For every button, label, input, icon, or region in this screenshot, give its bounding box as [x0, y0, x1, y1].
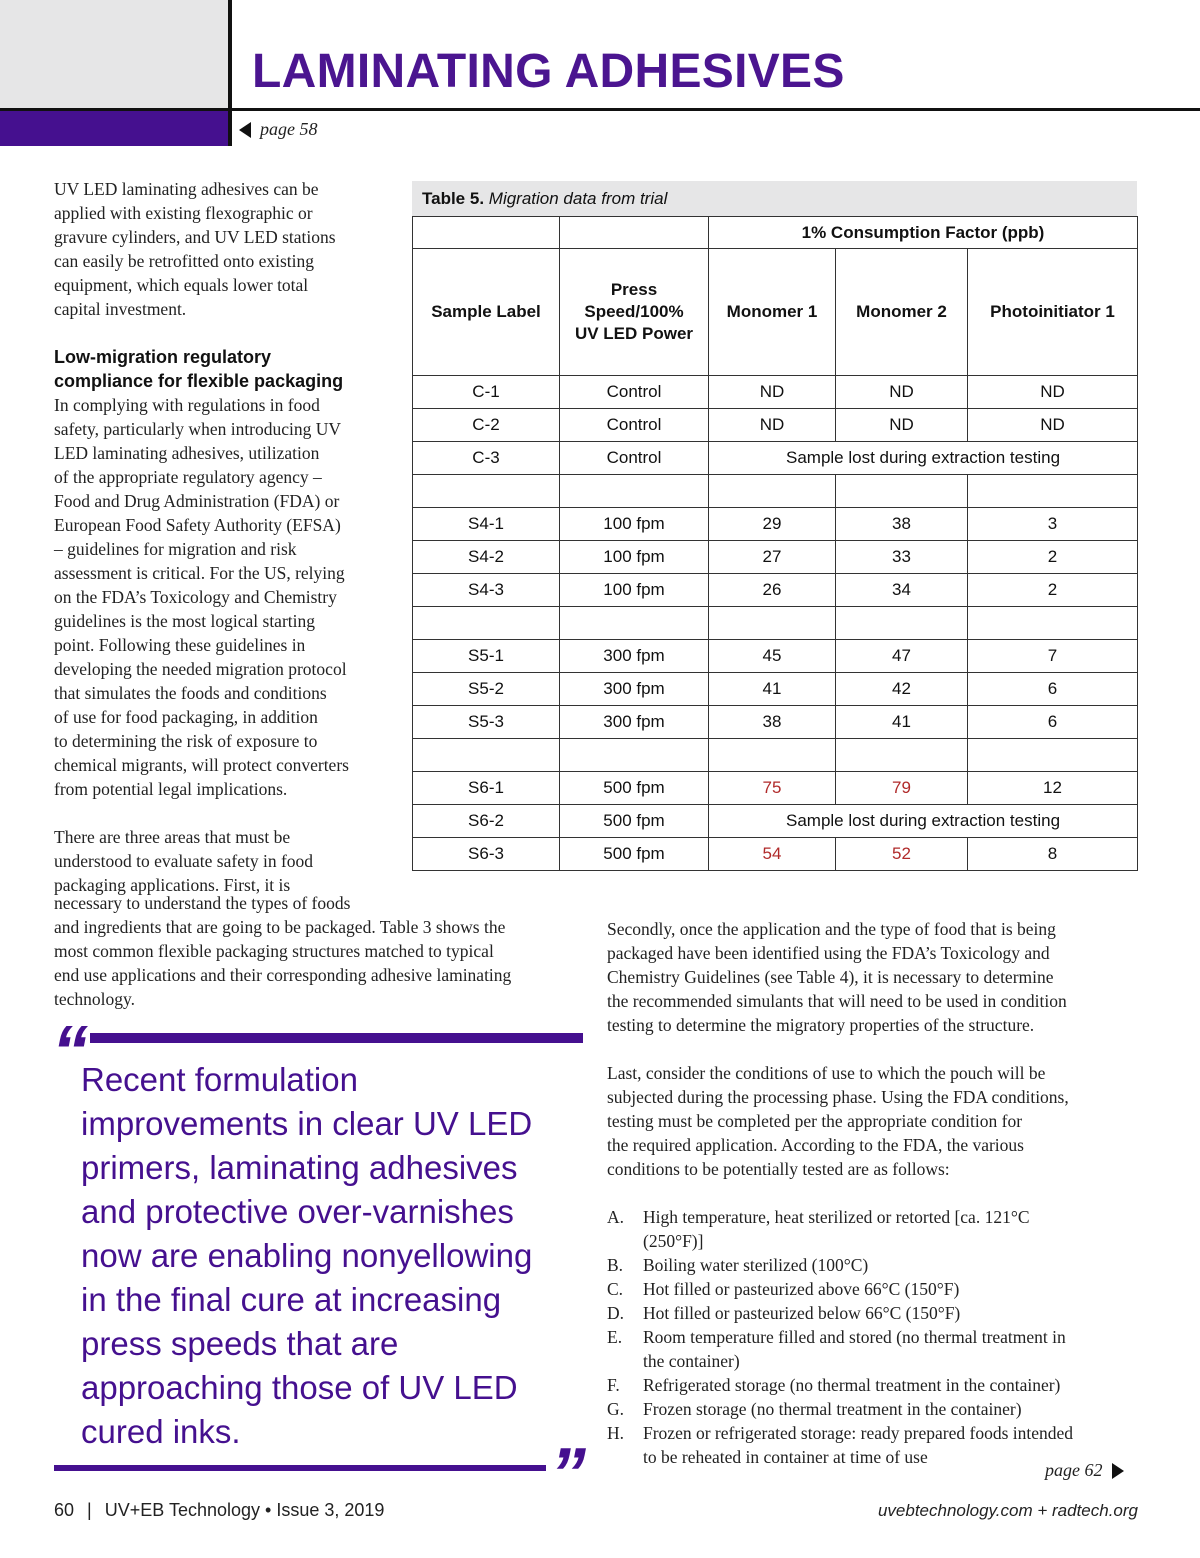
- list-item-letter: H.: [607, 1423, 625, 1443]
- table-cell: 38: [836, 508, 968, 541]
- quote-bottom-rule: [54, 1465, 546, 1471]
- table-row: [413, 442, 1138, 475]
- table-cell-empty: [968, 475, 1138, 508]
- table-cell: 3: [968, 508, 1138, 541]
- table-cell: 29: [709, 508, 836, 541]
- table-cell: C-3: [413, 442, 560, 475]
- table-cell-empty: [560, 475, 709, 508]
- table-cell: 45: [709, 640, 836, 673]
- table-cell: 47: [836, 640, 968, 673]
- right-column: [607, 917, 1142, 1469]
- list-item: [607, 1325, 1142, 1373]
- table-cell: 100 fpm: [560, 574, 709, 607]
- table-cell: ND: [836, 409, 968, 442]
- header-vertical-rule: [228, 0, 232, 146]
- table-row: [413, 376, 1138, 409]
- table-cell-empty: [560, 739, 709, 772]
- table-cell: C-2: [413, 409, 560, 442]
- list-item-text: Frozen storage (no thermal treatment in the container): [643, 1399, 1022, 1419]
- list-item: [607, 1301, 1142, 1325]
- list-item-text: Frozen or refrigerated storage: ready prepared foods intended to be reheated in container at time of use: [643, 1423, 1074, 1467]
- table-header-empty: [413, 217, 560, 249]
- table-spacer-row: [413, 607, 1138, 640]
- table-row: [413, 772, 1138, 805]
- table-cell: 33: [836, 541, 968, 574]
- footer-separator: |: [87, 1500, 92, 1520]
- footer-publication: [54, 1500, 384, 1521]
- list-item-letter: G.: [607, 1399, 625, 1419]
- table-cell: 8: [968, 838, 1138, 871]
- col-header-monomer1: Monomer 1: [709, 249, 836, 376]
- list-item-letter: E.: [607, 1327, 623, 1347]
- list-item-text: Hot filled or pasteurized above 66°C (150°F): [643, 1279, 960, 1299]
- table-cell: 79: [836, 772, 968, 805]
- footer-websites[interactable]: uvebtechnology.com + radtech.org: [877, 1501, 1138, 1520]
- conditions-paragraph: Last, consider the conditions of use to which the pouch will be subjected during the processing phase. Using the FDA conditions, testing must be completed per the appropriate condition for the required application. According to the FDA, the various conditions to be potentially tested are as follows:: [607, 1063, 1069, 1179]
- conditions-list: [607, 1205, 1142, 1469]
- table-row: [413, 541, 1138, 574]
- table-cell: 2: [968, 541, 1138, 574]
- table-cell: Control: [560, 409, 709, 442]
- table-cell: 500 fpm: [560, 805, 709, 838]
- next-page-label: page 62: [1045, 1460, 1103, 1480]
- list-item-letter: B.: [607, 1255, 624, 1275]
- regulation-paragraph: In complying with regulations in food safety, particularly when introducing UV LED laminating adhesives, utilization of the appropriate regulatory agency – Food and Drug Administration (FDA) or European Food Safety Authority (EFSA) – guidelines for migration and risk assessment is critical. For the US, relying on the FDA’s Toxicology and Chemistry guidelines is the most logical starting point. Following these guidelines in developing the needed migration protocol that simulates the foods and conditions of use for food packaging, in addition to determining the risk of exposure to chemical migrants, will protect converters from potential legal implications.: [54, 395, 349, 799]
- table-caption-text: Migration data from trial: [488, 189, 668, 208]
- table-cell: 12: [968, 772, 1138, 805]
- table-cell: S5-2: [413, 673, 560, 706]
- arrow-left-icon: [239, 122, 251, 138]
- close-quote-icon: ”: [550, 1434, 586, 1514]
- pull-quote: Recent formulation improvements in clear UV LED primers, laminating adhesives and protective over-varnishes now are enabling nonyellowing in the final cure at increasing press speeds that are approaching those of UV LED cured inks.: [81, 1061, 533, 1450]
- migration-table-block: [412, 181, 1137, 871]
- col-header-press: Press Speed/100% UV LED Power: [560, 249, 709, 376]
- table-cell-empty: [560, 607, 709, 640]
- header-gray-block: [0, 0, 228, 108]
- table-caption-label: Table 5.: [422, 189, 485, 208]
- three-areas-paragraph: There are three areas that must be understood to evaluate safety in food packaging applications. First, it is: [54, 827, 314, 895]
- table-row: [413, 508, 1138, 541]
- table-cell-empty: [968, 607, 1138, 640]
- prev-page-label: page 58: [260, 119, 318, 139]
- table-row: [413, 673, 1138, 706]
- table-cell: 6: [968, 706, 1138, 739]
- table-cell: S5-3: [413, 706, 560, 739]
- table-cell: 500 fpm: [560, 772, 709, 805]
- table-cell-empty: [968, 739, 1138, 772]
- table-cell: 41: [709, 673, 836, 706]
- page-number: 60: [54, 1500, 75, 1520]
- publication-name: UV+EB Technology • Issue 3, 2019: [104, 1500, 385, 1520]
- table-cell: 52: [836, 838, 968, 871]
- food-types-paragraph: necessary to understand the types of foods and ingredients that are going to be packaged. Table 3 shows the most common flexible packaging structures matched to typical end use applications and their corresponding adhesive laminating technology.: [54, 893, 512, 1009]
- table-cell: 500 fpm: [560, 838, 709, 871]
- table-cell: 26: [709, 574, 836, 607]
- table-cell-empty: [836, 475, 968, 508]
- table-cell-empty: [413, 475, 560, 508]
- table-cell: ND: [968, 409, 1138, 442]
- table-cell: S4-2: [413, 541, 560, 574]
- table-spacer-row: [413, 739, 1138, 772]
- list-item-letter: F.: [607, 1375, 620, 1395]
- simulants-paragraph: Secondly, once the application and the type of food that is being packaged have been identified using the FDA’s Toxicology and Chemistry Guidelines (see Table 4), it is necessary to determine the recommended simulants that will need to be used in condition testing to determine the migratory properties of the structure.: [607, 919, 1067, 1035]
- table-cell: 6: [968, 673, 1138, 706]
- table-cell: 300 fpm: [560, 673, 709, 706]
- left-column: [54, 177, 399, 897]
- list-item: [607, 1397, 1142, 1421]
- table-cell: 38: [709, 706, 836, 739]
- table-row: [413, 805, 1138, 838]
- intro-paragraph: UV LED laminating adhesives can be applied with existing flexographic or gravure cylinders, and UV LED stations can easily be retrofitted onto existing equipment, which equals lower total capital investment.: [54, 179, 336, 319]
- table-caption: [412, 181, 1137, 216]
- section-subheading: Low-migration regulatory compliance for flexible packaging: [54, 347, 344, 391]
- list-item: [607, 1373, 1142, 1397]
- table-cell: 100 fpm: [560, 541, 709, 574]
- list-item-text: Room temperature filled and stored (no thermal treatment in the container): [643, 1327, 1066, 1371]
- table-cell: S6-1: [413, 772, 560, 805]
- list-item-letter: D.: [607, 1303, 625, 1323]
- quote-top-rule: [90, 1033, 583, 1043]
- table-row: [413, 574, 1138, 607]
- group-header: 1% Consumption Factor (ppb): [709, 217, 1138, 249]
- list-item-text: Hot filled or pasteurized below 66°C (150°F): [643, 1303, 961, 1323]
- table-cell: 2: [968, 574, 1138, 607]
- table-cell: S6-3: [413, 838, 560, 871]
- list-item: [607, 1205, 1142, 1253]
- table-cell-empty: [836, 607, 968, 640]
- header-accent-block: [0, 111, 228, 146]
- table-cell: 100 fpm: [560, 508, 709, 541]
- table-cell-empty: [836, 739, 968, 772]
- table-cell: S5-1: [413, 640, 560, 673]
- list-item-text: Boiling water sterilized (100°C): [643, 1255, 869, 1275]
- table-cell: 27: [709, 541, 836, 574]
- table-row: [413, 640, 1138, 673]
- list-item-letter: C.: [607, 1279, 624, 1299]
- table-cell-empty: [709, 739, 836, 772]
- table-cell: Control: [560, 376, 709, 409]
- table-cell-empty: [709, 475, 836, 508]
- table-cell: C-1: [413, 376, 560, 409]
- migration-table: [412, 216, 1138, 871]
- table-cell: 300 fpm: [560, 706, 709, 739]
- table-cell-empty: [709, 607, 836, 640]
- table-cell: 42: [836, 673, 968, 706]
- list-item: [607, 1277, 1142, 1301]
- table-cell: 7: [968, 640, 1138, 673]
- table-cell: ND: [709, 409, 836, 442]
- table-spacer-row: [413, 475, 1138, 508]
- table-cell: S6-2: [413, 805, 560, 838]
- table-cell: Sample lost during extraction testing: [709, 442, 1138, 475]
- table-cell: ND: [968, 376, 1138, 409]
- table-row: [413, 409, 1138, 442]
- table-cell-empty: [413, 739, 560, 772]
- table-cell: 41: [836, 706, 968, 739]
- table-cell: S4-1: [413, 508, 560, 541]
- table-cell: 300 fpm: [560, 640, 709, 673]
- list-item-text: High temperature, heat sterilized or retorted [ca. 121°C (250°F)]: [643, 1207, 1030, 1251]
- table-cell-empty: [413, 607, 560, 640]
- table-cell: 34: [836, 574, 968, 607]
- col-header-sample: Sample Label: [413, 249, 560, 376]
- table-cell: Control: [560, 442, 709, 475]
- page-title: LAMINATING ADHESIVES: [252, 45, 845, 98]
- list-item: [607, 1253, 1142, 1277]
- table-cell: ND: [836, 376, 968, 409]
- prev-page-link[interactable]: [239, 119, 318, 140]
- table-header-empty: [560, 217, 709, 249]
- arrow-right-icon: [1112, 1463, 1124, 1479]
- list-item-text: Refrigerated storage (no thermal treatment in the container): [643, 1375, 1061, 1395]
- open-quote-icon: “: [52, 1012, 88, 1092]
- col-header-photoinitiator1: Photoinitiator 1: [968, 249, 1138, 376]
- table-row: [413, 838, 1138, 871]
- table-cell: S4-3: [413, 574, 560, 607]
- col-header-monomer2: Monomer 2: [836, 249, 968, 376]
- next-page-link[interactable]: [1045, 1460, 1124, 1481]
- table-cell: Sample lost during extraction testing: [709, 805, 1138, 838]
- list-item-letter: A.: [607, 1207, 625, 1227]
- table-cell: 54: [709, 838, 836, 871]
- table-cell: ND: [709, 376, 836, 409]
- table-cell: 75: [709, 772, 836, 805]
- table-row: [413, 706, 1138, 739]
